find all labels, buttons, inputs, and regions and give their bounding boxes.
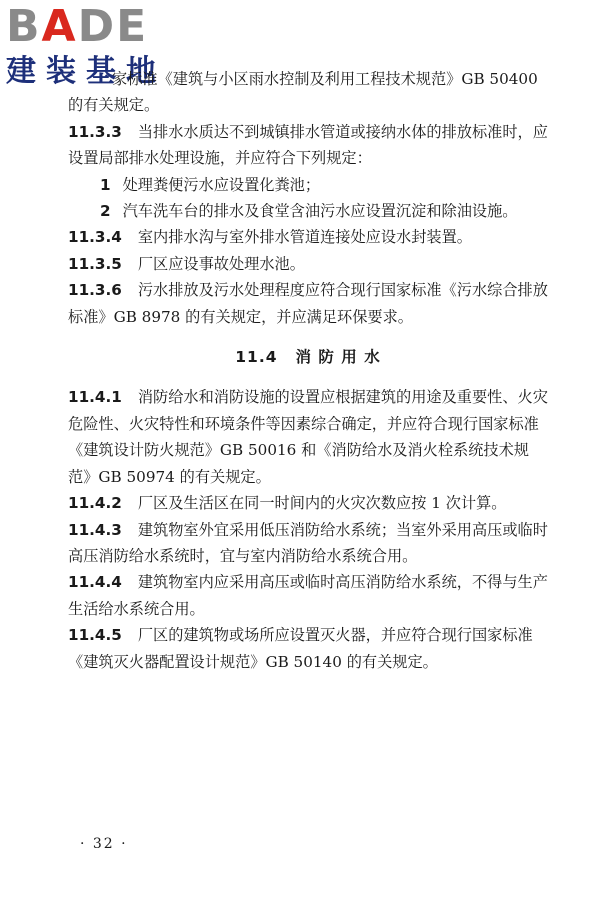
- clause-11-3-6: 11.3.6 污水排放及污水处理程度应符合现行国家标准《污水综合排放标准》GB 8978 的有关规定，并应满足环保要求。: [68, 281, 548, 326]
- logo-subtitle: 建装基地: [6, 54, 166, 89]
- clause-text: 当排水水质达不到城镇排水管道或接纳水体的排放标准时，应设置局部排水处理设施，并应符合下列规定：: [68, 122, 548, 168]
- logo-wordmark: BADE: [6, 1, 149, 52]
- document-body: [68, 66, 548, 675]
- clause-11-3-5: 11.3.5 厂区应设事故处理水池。: [68, 254, 305, 273]
- intro-paragraph: 家标准《建筑与小区雨水控制及利用工程技术规范》GB 50400 的有关规定。: [68, 70, 538, 115]
- clause-number: 11.3.3: [68, 122, 122, 141]
- clause-11-4-1: 11.4.1 消防给水和消防设施的设置应根据建筑的用途及重要性、火灾危险性、火灾特性和环境条件等因素综合确定，并应符合现行国家标准《建筑设计防火规范》GB 50016 和《消防给水及消火栓系统技术规范》GB 50974 的有关规定。: [68, 388, 548, 486]
- page-number: · 32 ·: [80, 836, 128, 852]
- clause-11-4-2: 11.4.2 厂区及生活区在同一时间内的火灾次数应按 1 次计算。: [68, 494, 507, 513]
- clause-11-4-3: 11.4.3 建筑物室外宜采用低压消防给水系统；当室外采用高压或临时高压消防给水系统时，宜与室内消防给水系统合用。: [68, 520, 548, 565]
- list-item: 1 处理粪便污水应设置化粪池；: [100, 175, 321, 194]
- clause-11-4-4: 11.4.4 建筑物室内应采用高压或临时高压消防给水系统，不得与生产生活给水系统合用。: [68, 573, 548, 618]
- clause-11-3-4: 11.3.4 室内排水沟与室外排水管道连接处应设水封装置。: [68, 228, 472, 247]
- clause-11-4-5: 11.4.5 厂区的建筑物或场所应设置灭火器，并应符合现行国家标准《建筑灭火器配置设计规范》GB 50140 的有关规定。: [68, 626, 533, 671]
- section-heading: 11.4 消 防 用 水: [235, 348, 381, 367]
- clause-11-3-3: [68, 119, 548, 172]
- list-item: 2 汽车洗车台的排水及食堂含油污水应设置沉淀和除油设施。: [100, 202, 518, 221]
